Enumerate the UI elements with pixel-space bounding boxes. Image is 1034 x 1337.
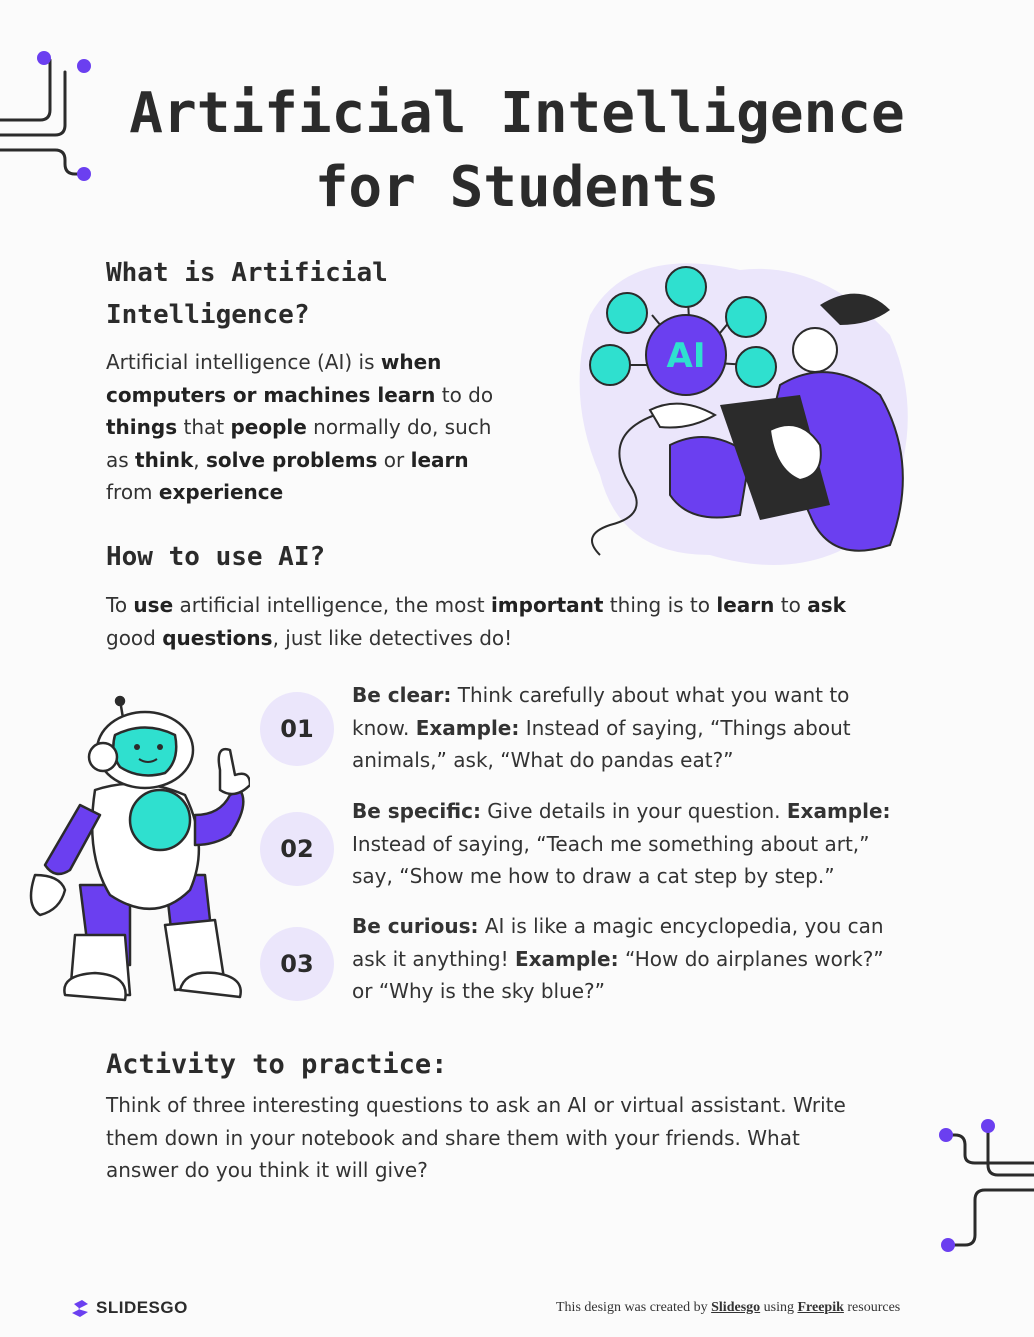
robot-illustration	[15, 695, 250, 1015]
tip-number-01: 01	[260, 692, 334, 766]
footer-credit: This design was created by Slidesgo using Freepik resources	[556, 1300, 901, 1315]
woman-with-tablet-illustration	[570, 255, 920, 565]
how-heading: How to use AI?	[106, 542, 326, 572]
activity-heading: Activity to practice:	[106, 1049, 448, 1080]
page-title-line-2: for Students	[314, 155, 720, 220]
ai-badge: AI	[666, 336, 706, 376]
tip-clear: Be clear: Think carefully about what you want to know. Example: Instead of saying, “Things about animals,” ask, “What do pandas eat?”	[352, 683, 851, 772]
how-paragraph: To use artificial intelligence, the most important thing is to learn to ask good questions, just like detectives do!	[106, 593, 846, 650]
tip-specific: Be specific: Give details in your question. Example: Instead of saying, “Teach me something about art,” say, “Show me how to draw a cat step by step.”	[352, 799, 891, 888]
slidesgo-link[interactable]: Slidesgo	[711, 1300, 761, 1315]
slidesgo-logo-text: SLIDESGO	[96, 1298, 188, 1317]
what-heading-line-1: What is Artificial	[106, 258, 388, 288]
tip-number-02: 02	[260, 812, 334, 886]
circuit-decoration-bottom-right	[930, 1115, 1034, 1260]
what-heading-line-2: Intelligence?	[106, 300, 310, 330]
what-paragraph: Artificial intelligence (AI) is when computers or machines learn to do things that people normally do, such as think, solve problems or learn from experience	[106, 350, 494, 504]
activity-paragraph: Think of three interesting questions to ask an AI or virtual assistant. Write them down in your notebook and share them with your friends. What answer do you think it will give?	[106, 1093, 846, 1182]
slidesgo-logo-icon	[70, 1298, 90, 1318]
freepik-link[interactable]: Freepik	[797, 1300, 844, 1315]
slidesgo-logo	[70, 1298, 188, 1318]
tip-number-03: 03	[260, 927, 334, 1001]
tip-curious: Be curious: AI is like a magic encyclopedia, you can ask it anything! Example: “How do airplanes work?” or “Why is the sky blue?”	[352, 914, 884, 1003]
page-title-line-1: Artificial Intelligence	[129, 81, 905, 146]
